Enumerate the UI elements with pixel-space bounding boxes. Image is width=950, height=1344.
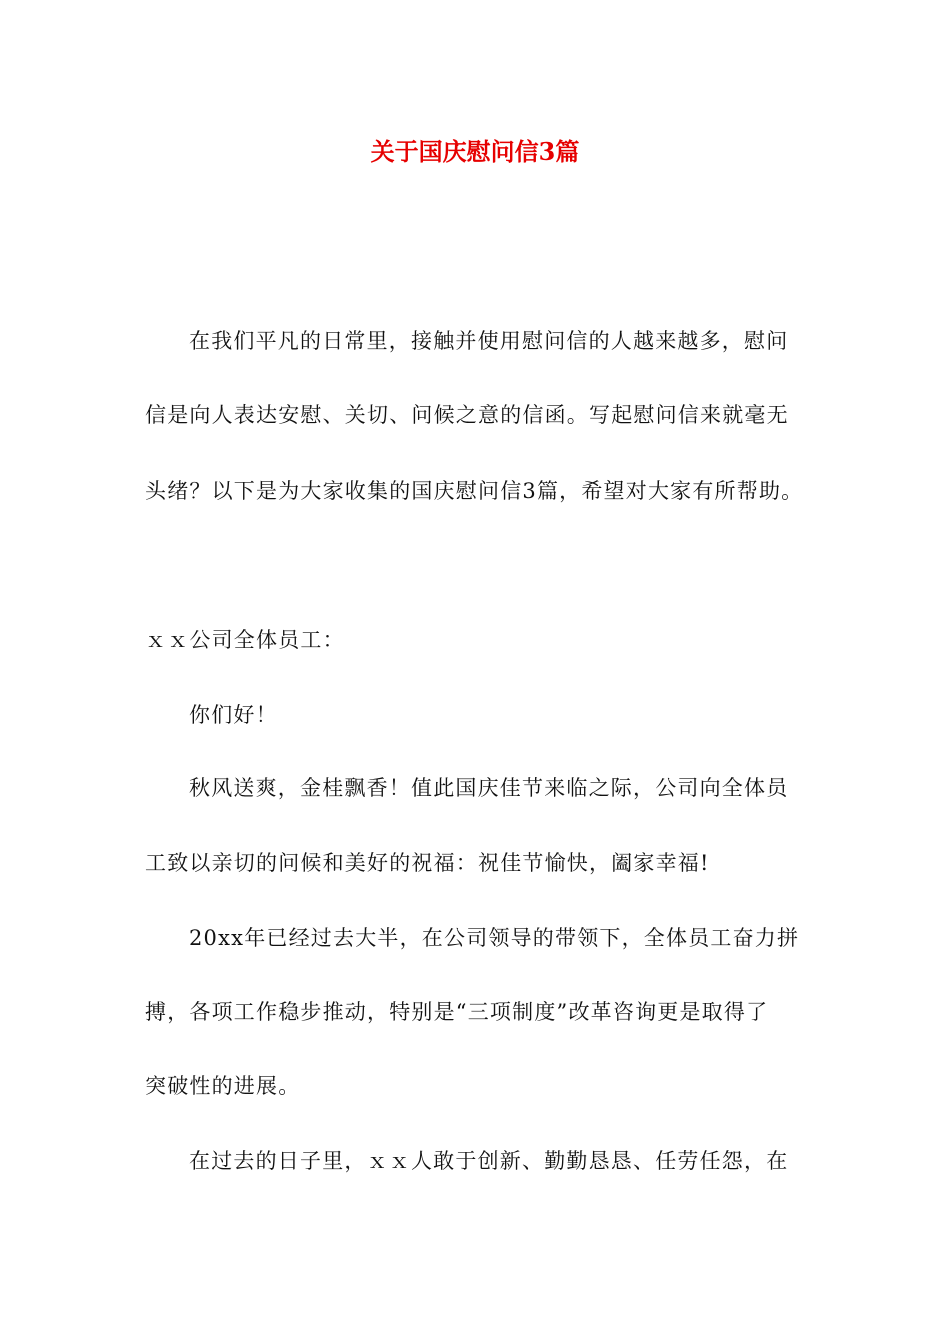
paragraph-line: 秋风送爽，金桂飘香！值此国庆佳节来临之际，公司向全体员: [189, 776, 789, 800]
paragraph-line: 信是向人表达安慰、关切、问候之意的信函。写起慰问信来就毫无: [145, 403, 789, 427]
paragraph-line: 工致以亲切的问候和美好的祝福：祝佳节愉快，阖家幸福!: [145, 851, 710, 875]
paragraph-line: 搏，各项工作稳步推动，特别是“三项制度”改革咨询更是取得了: [145, 1000, 769, 1024]
document-title: 关于国庆慰问信3篇: [370, 137, 580, 166]
paragraph-line: 突破性的进展。: [145, 1074, 301, 1098]
paragraph-line: 在过去的日子里，ｘｘ人敢于创新、勤勤恳恳、任劳任怨，在: [189, 1149, 789, 1173]
paragraph-line: 在我们平凡的日常里，接触并使用慰问信的人越来越多，慰问: [189, 329, 789, 353]
paragraph-line: 头绪？以下是为大家收集的国庆慰问信3篇，希望对大家有所帮助。: [145, 479, 804, 503]
paragraph-line: 20xx年已经过去大半，在公司领导的带领下，全体员工奋力拼: [189, 926, 800, 950]
salutation-line: ｘｘ公司全体员工：: [145, 628, 345, 652]
greeting-line: 你们好！: [189, 703, 278, 727]
